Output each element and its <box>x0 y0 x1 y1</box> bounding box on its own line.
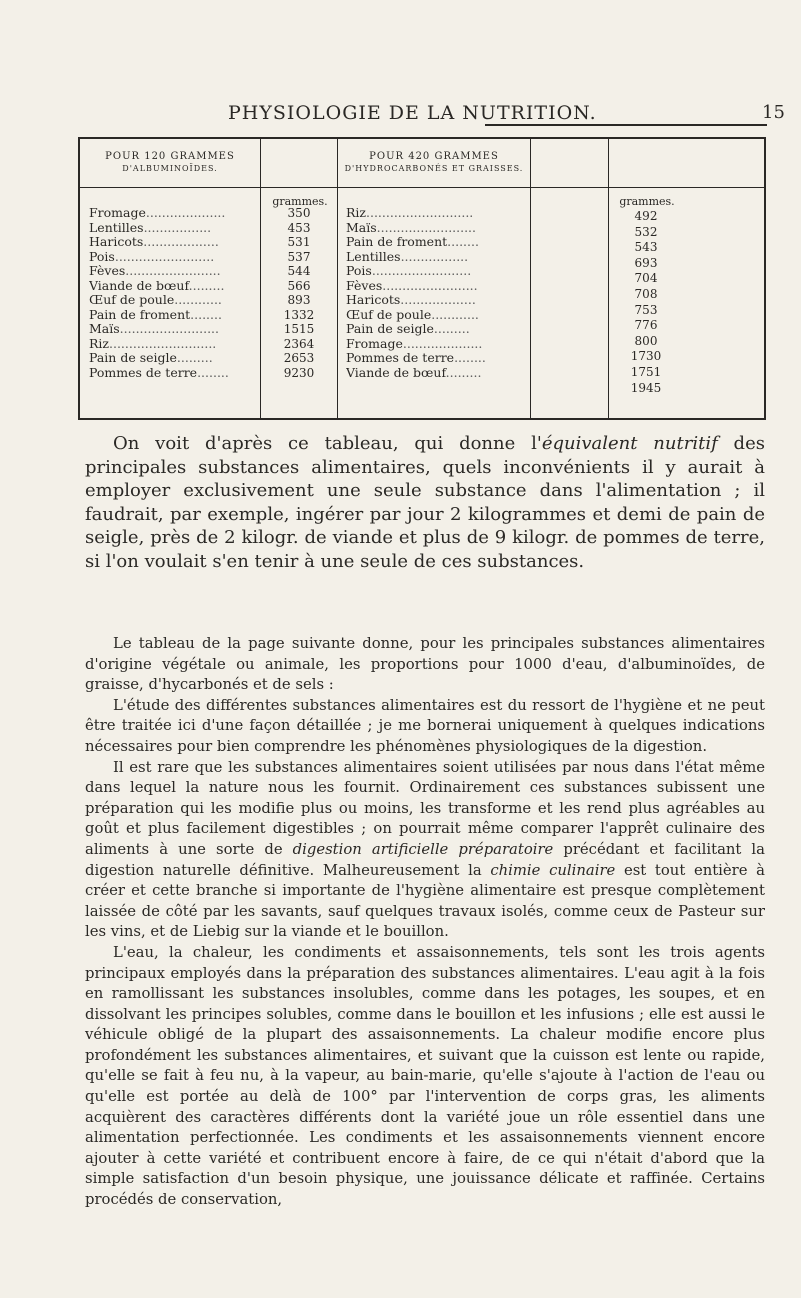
food-name: Pain de seigle <box>346 321 434 336</box>
left-grams-value: 2653 <box>283 351 315 365</box>
left-food-row <box>89 250 257 265</box>
emphasis: chimie culinaire <box>490 861 616 879</box>
left-heading-line2: D'ALBUMINOÏDES. <box>122 164 218 173</box>
left-heading-line1: POUR 120 GRAMMES <box>105 151 235 162</box>
right-food-row <box>346 264 528 279</box>
right-grams-value: 1945 <box>630 380 662 395</box>
left-food-row <box>89 264 257 279</box>
leader-dots: ......... <box>176 350 213 365</box>
right-food-row <box>346 235 528 250</box>
leader-dots: ......................... <box>376 219 477 235</box>
leader-dots: ......................... <box>114 248 215 264</box>
right-food-row <box>346 322 528 337</box>
left-grams-value: 2364 <box>283 336 315 351</box>
left-grams-value: 1332 <box>283 307 315 322</box>
right-food-list <box>346 206 528 380</box>
food-name: Pain de seigle <box>89 350 177 365</box>
left-food-row <box>89 366 257 381</box>
food-name: Viande de bœuf <box>346 364 446 380</box>
right-grams-value: 753 <box>634 302 658 317</box>
leader-dots: ............ <box>174 292 222 307</box>
left-grams-value: 9230 <box>283 365 315 380</box>
left-value-list <box>274 206 324 380</box>
left-food-row <box>89 221 257 236</box>
right-food-row <box>346 250 528 265</box>
right-unit-label: grammes. <box>619 195 675 208</box>
right-food-row <box>346 279 528 294</box>
food-name: Fèves <box>346 277 383 293</box>
food-name: Œuf de poule <box>89 292 175 307</box>
left-food-row <box>89 337 257 352</box>
food-name: Maïs <box>346 219 377 235</box>
left-food-row <box>89 206 257 221</box>
leader-dots: ........ <box>447 234 479 249</box>
right-grams-value: 1730 <box>630 349 662 364</box>
paragraph-1: On voit d'après ce tableau, qui donne l'équivalent nutritif des principales substances alimentaires, quels inconvénients il y aurait à employer exclusivement une seule substance dans l'alimentation ; il faudrait, par exemple, ingérer par jour 2 kilogrammes et demi de pain de seigle, près de 2 kilogr. de viande et plus de 9 kilogr. de pommes de terre, si l'on voulait s'en tenir à une seule de ces substances. <box>85 433 765 572</box>
left-food-list <box>89 206 257 380</box>
leader-dots: ........ <box>197 364 229 380</box>
left-grams-value: 350 <box>287 206 311 220</box>
food-name: Pain de froment <box>89 306 191 322</box>
table-divider <box>260 139 261 418</box>
leader-dots: .................... <box>145 206 226 220</box>
leader-dots: ................... <box>143 234 219 249</box>
left-grams-value: 1515 <box>283 322 315 336</box>
leader-dots: ............ <box>431 306 479 322</box>
food-name: Haricots <box>89 234 144 249</box>
leader-dots: ........ <box>454 350 486 365</box>
leader-dots: ......................... <box>371 263 472 278</box>
right-value-list <box>621 209 671 396</box>
right-food-row <box>346 206 528 221</box>
right-food-row <box>346 293 528 308</box>
food-name: Lentilles <box>346 248 401 264</box>
leader-dots: ........................ <box>382 277 478 293</box>
left-grams-value: 566 <box>287 278 311 293</box>
table-divider <box>337 139 338 418</box>
food-name: Riz <box>89 335 109 351</box>
nutrition-table <box>78 137 766 420</box>
right-food-row <box>346 366 528 381</box>
emphasis: équivalent nutritif <box>541 433 718 454</box>
running-title: PHYSIOLOGIE DE LA NUTRITION. <box>228 102 597 124</box>
left-column-heading <box>84 151 256 175</box>
emphasis: digestion artificielle préparatoire <box>292 840 554 858</box>
leader-dots: ......... <box>445 364 482 380</box>
left-food-row <box>89 235 257 250</box>
left-food-row <box>89 322 257 337</box>
paragraph-4: Il est rare que les substances alimentaires soient utilisées par nous dans l'état même dans lequel la nature nous les fournit. Ordinairement ces substances subissent une préparation qui les modifie plus ou moins, les transforme et les rend plus agréables au goût et plus facilement digestibles ; on pourrait même comparer l'apprêt culinaire des aliments à une sorte de digestion artificielle préparatoire précédant et facilitant la digestion naturelle définitive. Malheureusement la chimie culinaire est tout entière à créer et cette branche si importante de l'hygiène alimentaire est presque complètement laissée de côté par les savants, sauf quelques travaux isolés, comme ceux de Pasteur sur les vins, et de Liebig sur la viande et le bouillon. <box>85 758 765 941</box>
right-grams-value: 492 <box>634 209 658 223</box>
food-name: Viande de bœuf <box>89 277 189 293</box>
leader-dots: ................. <box>143 219 212 235</box>
food-name: Fèves <box>89 263 126 278</box>
right-column-heading <box>340 151 528 175</box>
right-grams-value: 704 <box>634 271 658 286</box>
paragraph-5: L'eau, la chaleur, les condiments et assaisonnements, tels sont les trois agents principaux employés dans la préparation des substances alimentaires. L'eau agit à la fois en ramollissant les substances insolubles, comme dans les potages, les soupes, et en dissolvant les principes solubles, comme dans le bouillon et les infusions ; elle est aussi le véhicule obligé de la plupart des assaisonnements. La chaleur modifie encore plus profondément les substances alimentaires, et suivant que la cuisson est lente ou rapide, qu'elle se fait à feu nu, à la vapeur, au bain-marie, qu'elle s'ajoute à l'action de l'eau ou qu'elle est portée au delà de 100° par l'intervention de corps gras, les aliments acquièrent des caractères différents dont la variété joue un rôle essentiel dans une alimentation perfectionnée. Les condiments et les assaisonnements viennent encore ajouter à cette variété et contribuent encore à faire, de ce qui n'était d'abord que la simple satisfaction d'un besoin physique, une jouissance délicate et raffinée. Certains procédés de conservation, <box>85 943 765 1209</box>
table-divider <box>530 139 531 418</box>
food-name: Pommes de terre <box>89 364 198 380</box>
leader-dots: ................... <box>400 292 476 307</box>
leader-dots: ........ <box>190 306 222 322</box>
left-food-row <box>89 293 257 308</box>
leader-dots: ................. <box>400 248 469 264</box>
food-name: Pommes de terre <box>346 350 455 365</box>
food-name: Œuf de poule <box>346 306 432 322</box>
right-grams-value: 708 <box>634 286 658 301</box>
food-name: Lentilles <box>89 219 144 235</box>
left-unit-label: grammes. <box>272 195 328 208</box>
food-name: Pain de froment <box>346 234 448 249</box>
food-name: Fromage <box>89 206 146 220</box>
leader-dots: ........................... <box>366 206 474 220</box>
left-food-row <box>89 351 257 366</box>
right-grams-value: 800 <box>634 333 658 348</box>
leader-dots: ......... <box>188 277 225 293</box>
right-grams-value: 776 <box>634 318 658 333</box>
right-food-row <box>346 221 528 236</box>
right-food-row <box>346 337 528 352</box>
leader-dots: .................... <box>402 335 483 351</box>
page-number: 15 <box>762 102 785 123</box>
right-grams-value: 1751 <box>630 364 662 379</box>
page-header <box>0 102 801 132</box>
food-name: Riz <box>346 206 366 220</box>
left-grams-value: 544 <box>287 264 311 278</box>
right-food-row <box>346 308 528 323</box>
left-grams-value: 453 <box>287 220 311 235</box>
table-divider <box>608 139 609 418</box>
leader-dots: ......................... <box>119 321 220 336</box>
body-paragraphs <box>85 634 765 1211</box>
right-food-row <box>346 351 528 366</box>
right-heading-line2: D'HYDROCARBONÉS ET GRAISSES. <box>344 164 524 173</box>
food-name: Haricots <box>346 292 401 307</box>
header-rule <box>485 124 767 126</box>
right-grams-value: 543 <box>634 240 658 255</box>
leader-dots: ......... <box>433 321 470 336</box>
left-grams-value: 531 <box>287 235 311 249</box>
left-food-row <box>89 308 257 323</box>
leader-dots: ........................ <box>125 263 221 278</box>
left-food-row <box>89 279 257 294</box>
right-heading-line1: POUR 420 GRAMMES <box>369 151 499 162</box>
paragraph-2: Le tableau de la page suivante donne, pour les principales substances alimentaires d'origine végétale ou animale, les proportions pour 1000 d'eau, d'albuminoïdes, de graisse, d'hycarbonés et de sels : <box>85 635 765 694</box>
right-grams-value: 693 <box>634 255 658 270</box>
left-grams-value: 537 <box>287 249 311 264</box>
leader-dots: ........................... <box>109 335 217 351</box>
food-name: Maïs <box>89 321 120 336</box>
table-header-rule <box>80 187 764 188</box>
right-grams-value: 532 <box>634 224 658 239</box>
food-name: Fromage <box>346 335 403 351</box>
paragraph-3: L'étude des différentes substances alimentaires est du ressort de l'hygiène et ne peut être traitée ici d'une façon détaillée ; je me bornerai uniquement à quelques indications nécessaires pour bien comprendre les phénomènes physiologiques de la digestion. <box>85 696 765 755</box>
food-name: Pois <box>346 263 372 278</box>
left-grams-value: 893 <box>287 293 311 307</box>
food-name: Pois <box>89 248 115 264</box>
